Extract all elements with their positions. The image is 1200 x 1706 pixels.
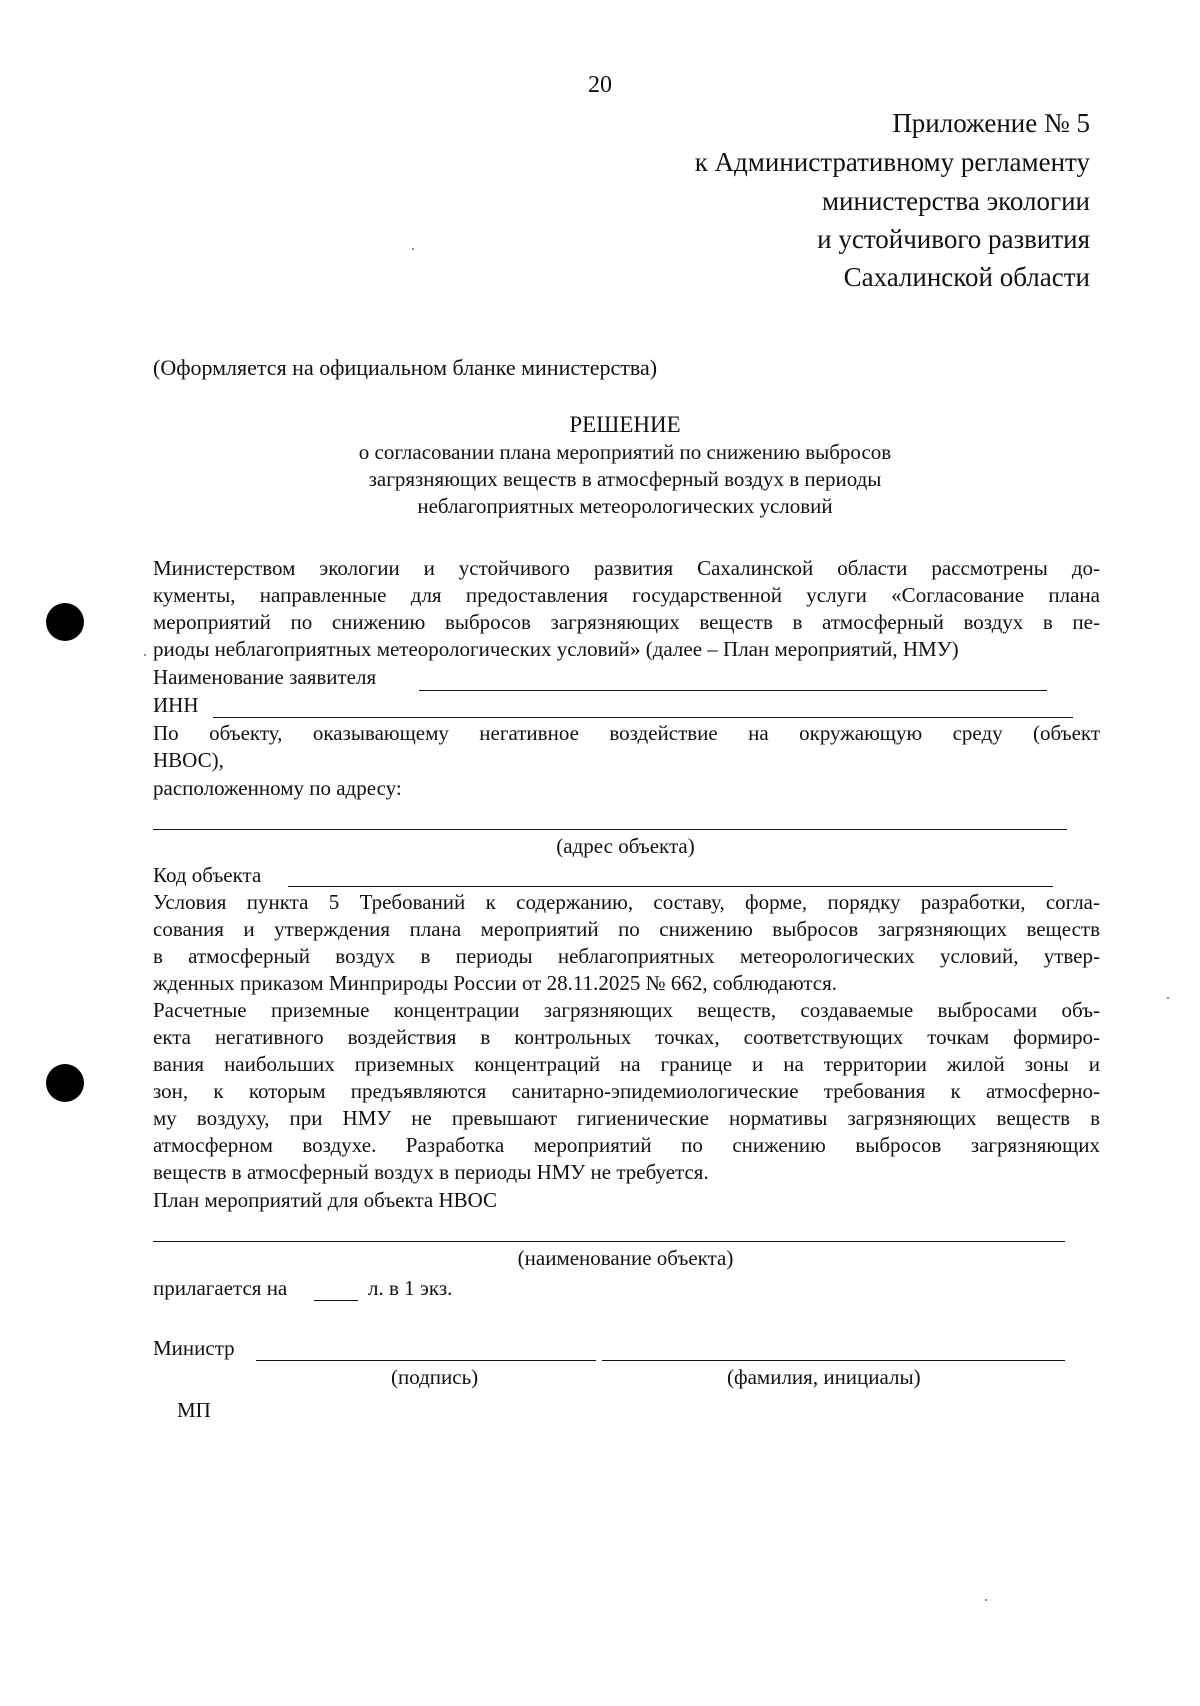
- intro-line-2: кументы, направленные для предоставления государственной услуги «Согласование плана: [153, 583, 1100, 607]
- address-caption: (адрес объекта): [556, 834, 695, 858]
- conditions-line-2: сования и утверждения плана мероприятий по снижению выбросов загрязняющих веществ: [153, 917, 1100, 941]
- conditions-line-1: Условия пункта 5 Требований к содержанию, составу, форме, порядку разработки, согла-: [153, 890, 1100, 914]
- annex-line-5: Сахалинской области: [843, 262, 1090, 292]
- annex-line-1: Приложение № 5: [892, 108, 1090, 138]
- intro-line-1: Министерством экологии и устойчивого развития Сахалинской области рассмотрены до-: [153, 556, 1100, 580]
- calc-line-7: веществ в атмосферный воздух в периоды НМУ не требуется.: [153, 1160, 709, 1184]
- title-line-1: о согласовании плана мероприятий по снижению выбросов: [358, 440, 892, 464]
- scan-speck: [1167, 997, 1169, 999]
- attached-prefix: прилагается на: [153, 1276, 288, 1300]
- plan-label: План мероприятий для объекта НВОС: [153, 1188, 498, 1212]
- annex-line-2: к Административному регламенту: [694, 147, 1090, 177]
- object-line-1: По объекту, оказывающему негативное воздействие на окружающую среду (объект: [153, 721, 1100, 745]
- inn-field-line[interactable]: [213, 717, 1073, 718]
- title-line-3: неблагоприятных метеорологических условий: [417, 494, 833, 518]
- applicant-field-line[interactable]: [419, 690, 1047, 691]
- punch-hole-bottom: [46, 1064, 84, 1102]
- applicant-label: Наименование заявителя: [153, 665, 377, 689]
- annex-line-3: министерства экологии: [821, 186, 1090, 216]
- stamp-label: МП: [177, 1398, 211, 1422]
- inn-label: ИНН: [153, 693, 199, 717]
- calc-line-3: вания наибольших приземных концентраций на границе и на территории жилой зоны и: [153, 1052, 1100, 1076]
- conditions-line-4: жденных приказом Минприроды России от 28.11.2025 № 662, соблюдаются.: [153, 971, 838, 995]
- minister-label: Министр: [153, 1336, 235, 1360]
- address-label: расположенному по адресу:: [153, 776, 402, 800]
- object-name-caption: (наименование объекта): [517, 1246, 734, 1270]
- calc-line-1: Расчетные приземные концентрации загрязняющих веществ, создаваемые выбросами объ-: [153, 998, 1100, 1022]
- title-line-2: загрязняющих веществ в атмосферный воздух в периоды: [368, 467, 882, 491]
- calc-line-5: му воздуху, при НМУ не превышают гигиенические нормативы загрязняющих веществ в: [153, 1106, 1100, 1130]
- address-field-line[interactable]: [153, 829, 1067, 830]
- object-code-label: Код объекта: [153, 863, 262, 887]
- object-name-field-line[interactable]: [153, 1241, 1065, 1242]
- punch-hole-top: [46, 603, 84, 641]
- intro-line-4: риоды неблагоприятных метеорологических условий» (далее – План мероприятий, НМУ): [153, 637, 959, 661]
- conditions-line-3: в атмосферный воздух в периоды неблагоприятных метеорологических условий, утвер-: [153, 944, 1100, 968]
- object-line-2: НВОС),: [153, 748, 224, 772]
- intro-line-3: мероприятий по снижению выбросов загрязняющих веществ в атмосферный воздух в пе-: [153, 610, 1100, 634]
- blank-note: (Оформляется на официальном бланке министерства): [153, 355, 658, 380]
- annex-line-4: и устойчивого развития: [817, 224, 1090, 254]
- scan-speck: [412, 248, 414, 250]
- signature-field-line[interactable]: [256, 1360, 596, 1361]
- scan-speck: [144, 654, 146, 656]
- full-name-caption: (фамилия, инициалы): [727, 1365, 921, 1389]
- scan-speck: [985, 1599, 987, 1601]
- object-code-field-line[interactable]: [288, 886, 1053, 887]
- page-number: 20: [588, 72, 612, 98]
- signature-caption: (подпись): [391, 1365, 479, 1389]
- calc-line-4: зон, к которым предъявляются санитарно-эпидемиологические требования к атмосферно-: [153, 1079, 1100, 1103]
- attached-suffix: л. в 1 экз.: [368, 1276, 453, 1300]
- full-name-field-line[interactable]: [602, 1360, 1065, 1361]
- document-heading: РЕШЕНИЕ: [569, 412, 681, 437]
- sheets-count-field-line[interactable]: [314, 1300, 358, 1301]
- calc-line-2: екта негативного воздействия в контрольных точках, соответствующих точкам формиро-: [153, 1025, 1100, 1049]
- calc-line-6: атмосферном воздухе. Разработка мероприятий по снижению выбросов загрязняющих: [153, 1133, 1100, 1157]
